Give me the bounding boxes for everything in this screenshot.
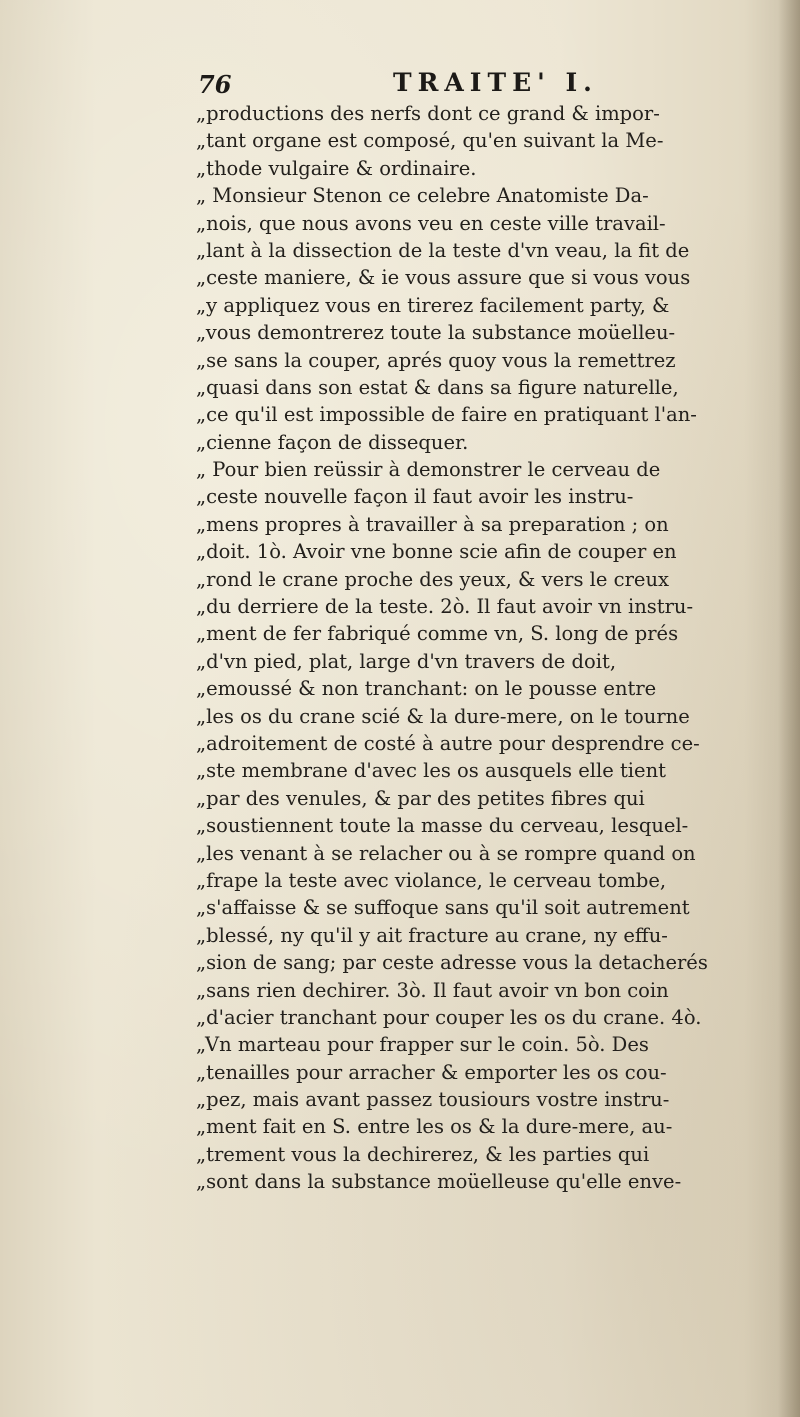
text-line: „d'acier tranchant pour couper les os du crane. 4ò. (196, 1005, 702, 1029)
text-line: „mens propres à travailler à sa preparation ; on (196, 512, 669, 536)
text-line: „ceste nouvelle façon il faut avoir les instru- (196, 485, 634, 509)
text-line: „cienne façon de dissequer. (196, 430, 469, 454)
text-line: „s'affaisse & se suffoque sans qu'il soit autrement (196, 896, 690, 920)
text-line: „par des venules, & par des petites fibres qui (196, 786, 645, 810)
text-line: „sont dans la substance moüelleuse qu'elle enve- (196, 1170, 682, 1194)
text-line: „ment fait en S. entre les os & la dure-mere, au- (196, 1115, 673, 1139)
text-line: „ste membrane d'avec les os ausquels elle tient (196, 759, 666, 783)
text-line: „nois, que nous avons veu en ceste ville travail- (196, 211, 666, 235)
text-line: „tenailles pour arracher & emporter les os cou- (196, 1060, 667, 1084)
text-line: „tant organe est composé, qu'en suivant la Me- (196, 129, 664, 153)
text-line: „quasi dans son estat & dans sa figure naturelle, (196, 375, 679, 399)
text-line: „sion de sang; par ceste adresse vous la detacherés (196, 951, 708, 975)
text-line: „thode vulgaire & ordinaire. (196, 156, 477, 180)
text-line: „rond le crane proche des yeux, & vers le creux (196, 567, 669, 591)
text-line: „sans rien dechirer. 3ò. Il faut avoir vn bon coin (196, 978, 669, 1002)
text-line: „du derriere de la teste. 2ò. Il faut avoir vn instru- (196, 595, 694, 619)
text-line: „productions des nerfs dont ce grand & impor- (196, 102, 660, 125)
text-line: „pez, mais avant passez tousiours vostre instru- (196, 1088, 670, 1112)
text-line: „ Pour bien reüssir à demonstrer le cerveau de (196, 458, 661, 482)
text-line: „blessé, ny qu'il y ait fracture au crane, ny effu- (196, 923, 668, 947)
page-header (198, 66, 658, 100)
text-line: „d'vn pied, plat, large d'vn travers de doit, (196, 649, 617, 673)
text-line: „vous demontrerez toute la substance moüelleu- (196, 321, 676, 345)
running-head: TRAITE' I. (393, 68, 598, 97)
text-line: „les venant à se relacher ou à se rompre quand on (196, 841, 696, 865)
text-line: „Vn marteau pour frapper sur le coin. 5ò. Des (196, 1033, 649, 1057)
text-line: „adroitement de costé à autre pour desprendre ce- (196, 731, 700, 755)
text-line: „y appliquez vous en tirerez facilement party, & (196, 293, 670, 317)
page-number: 76 (198, 70, 232, 99)
text-line: „lant à la dissection de la teste d'vn veau, la fit de (196, 238, 690, 262)
text-line: „ Monsieur Stenon ce celebre Anatomiste Da- (196, 184, 649, 208)
body-text (196, 100, 786, 1196)
text-line: „trement vous la dechirerez, & les parties qui (196, 1142, 650, 1166)
text-line: „se sans la couper, aprés quoy vous la remettrez (196, 348, 676, 372)
text-line: „frape la teste avec violance, le cerveau tombe, (196, 868, 667, 892)
text-line: „doit. 1ò. Avoir vne bonne scie afin de couper en (196, 540, 677, 564)
text-line: „soustiennent toute la masse du cerveau, lesquel- (196, 814, 689, 838)
text-line: „ment de fer fabriqué comme vn, S. long de prés (196, 622, 679, 646)
text-line: „les os du crane scié & la dure-mere, on le tourne (196, 704, 690, 728)
text-line: „ce qu'il est impossible de faire en pratiquant l'an- (196, 403, 697, 427)
text-line: „emoussé & non tranchant: on le pousse entre (196, 677, 657, 701)
text-line: „ceste maniere, & ie vous assure que si vous vous (196, 266, 691, 290)
